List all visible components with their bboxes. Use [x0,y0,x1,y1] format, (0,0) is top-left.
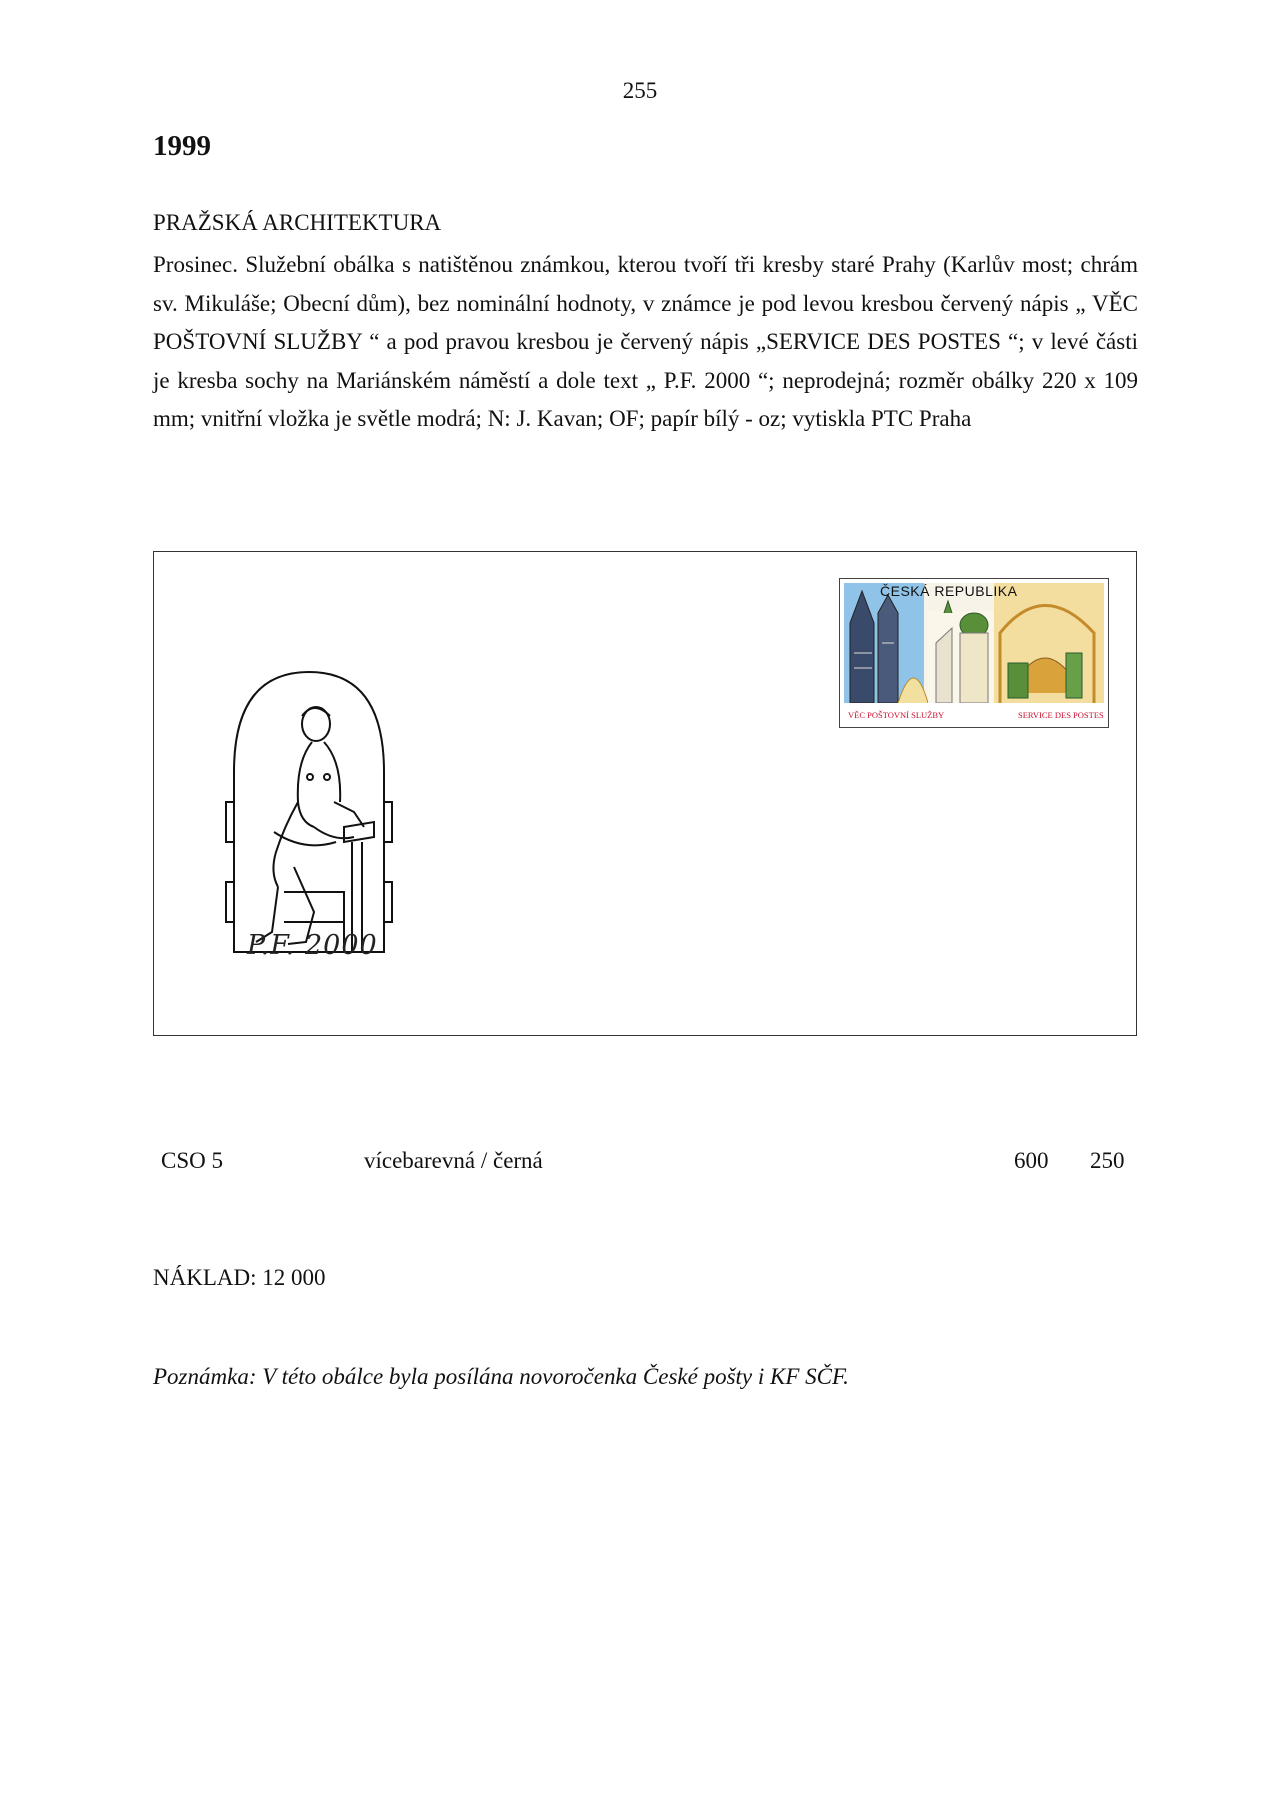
imprinted-stamp [839,578,1109,728]
envelope-image [153,551,1137,1036]
stamp-right-label: SERVICE DES POSTES [1018,710,1104,720]
statue-drawing-icon [214,652,404,962]
catalog-colors: vícebarevná / černá [364,1148,543,1173]
prague-drawings-icon [844,583,1104,703]
year-heading: 1999 [153,130,211,162]
catalog-code: CSO 5 [161,1148,223,1173]
pf-2000-text: P.F. 2000 [247,930,378,961]
catalog-price-used: 250 [1090,1148,1125,1173]
issue-description: Prosinec. Služební obálka s natištěnou známkou, kterou tvoří tři kresby staré Prahy (Karlův most; chrám sv. Mikuláše; Obecní dům), bez nominální hodnoty, v známce je pod levou kresbou červený nápis „ VĚC POŠTOVNÍ SLUŽBY “ a pod pravou kresbou je červený nápis „SERVICE DES POSTES “; v levé části je kresba sochy na Mariánském náměstí a dole text „ P.F. 2000 “; neprodejná; rozměr obálky 220 x 109 mm; vnitřní vložka je světle modrá; N: J. Kavan; OF; papír bílý - oz; vytiskla PTC Praha [153,252,1138,431]
stamp-country-name: ČESKÁ REPUBLIKA [880,583,1018,599]
stamp-left-label: VĚC POŠTOVNÍ SLUŽBY [848,710,945,720]
footnote: Poznámka: V této obálce byla posílána novoročenka České pošty i KF SČF. [153,1364,849,1389]
page-number: 255 [622,78,658,103]
catalog-price-unused: 600 [1014,1148,1049,1173]
print-run: NÁKLAD: 12 000 [153,1265,326,1290]
issue-title: PRAŽSKÁ ARCHITEKTURA [153,210,442,235]
